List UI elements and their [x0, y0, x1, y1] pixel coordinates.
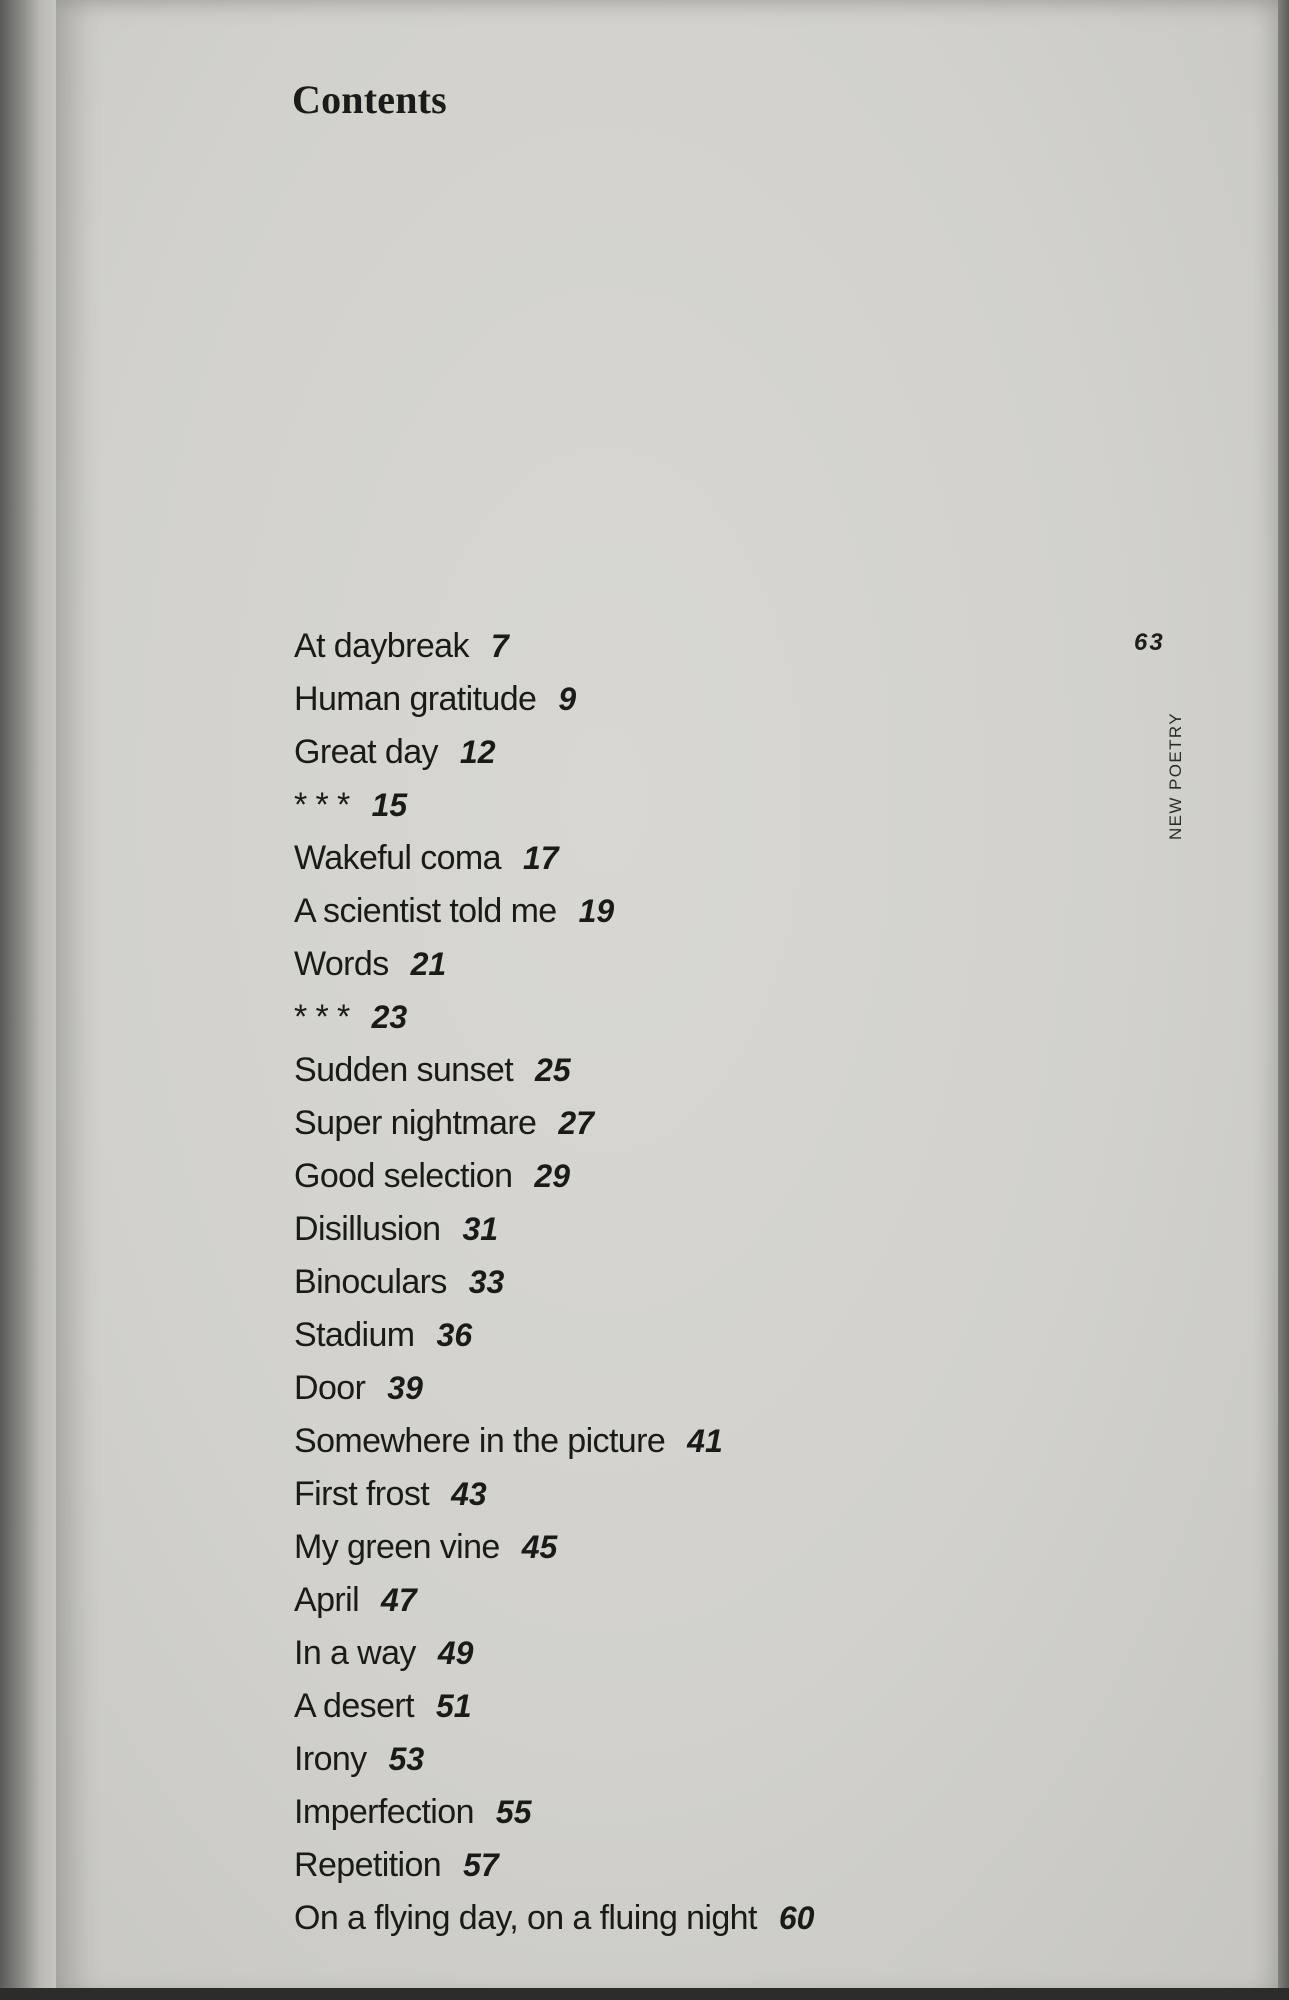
toc-entry-title: Disillusion [294, 1210, 441, 1248]
toc-entry-title: Sudden sunset [294, 1051, 514, 1089]
toc-entry [294, 1309, 814, 1362]
toc-entry [294, 1256, 814, 1309]
toc-entry [294, 1362, 814, 1415]
toc-entry-title: First frost [294, 1475, 430, 1513]
toc-entry [294, 1468, 814, 1521]
toc-entry [294, 885, 814, 938]
toc-entry-page: 57 [463, 1847, 499, 1883]
toc-entry-page: 7 [490, 628, 509, 664]
toc-entry-page: 25 [535, 1052, 571, 1088]
toc-entry [294, 1203, 814, 1256]
toc-entry [294, 1892, 814, 1945]
toc-entry [294, 1680, 814, 1733]
toc-entry-page: 17 [522, 840, 559, 876]
toc-entry-page: 55 [495, 1794, 532, 1830]
toc-entry-page: 9 [558, 681, 577, 717]
toc-entry-page: 27 [558, 1105, 594, 1141]
toc-entry-title: Imperfection [294, 1793, 474, 1831]
toc-entry-title: Wakeful coma [294, 839, 501, 877]
toc-entry-title: Good selection [294, 1157, 513, 1195]
toc-entry-title: * * * [294, 998, 350, 1036]
toc-entry-title: On a flying day, on a fluing night [294, 1899, 757, 1937]
toc-entry-page: 21 [410, 946, 447, 982]
toc-entry [294, 779, 814, 832]
toc-entry-page: 31 [462, 1211, 499, 1247]
toc-entry-page: 41 [687, 1423, 723, 1459]
toc-entry [294, 1521, 814, 1574]
toc-entry [294, 1839, 814, 1892]
toc-entry-page: 51 [435, 1688, 472, 1724]
toc-entry [294, 938, 814, 991]
toc-entry [294, 1733, 814, 1786]
toc-entry-page: 53 [388, 1741, 425, 1777]
toc-entry-title: Repetition [294, 1846, 442, 1884]
toc-entry-title: Super nightmare [294, 1104, 537, 1142]
toc-entry-title: My green vine [294, 1528, 500, 1566]
toc-entry-title: April [294, 1581, 360, 1619]
toc-entry [294, 1627, 814, 1680]
toc-entry-title: At daybreak [294, 627, 469, 665]
toc-entry [294, 1097, 814, 1150]
toc-entry [294, 673, 814, 726]
toc-entry-page: 15 [371, 787, 408, 823]
toc-entry [294, 832, 814, 885]
toc-entry-page: 39 [387, 1370, 423, 1406]
toc-entry-title: A scientist told me [294, 892, 557, 930]
page-number: 63 [1134, 629, 1165, 656]
toc-entry-page: 19 [578, 893, 615, 929]
toc-entry-page: 23 [371, 999, 408, 1035]
toc-entry [294, 1786, 814, 1839]
toc-entry-page: 49 [437, 1635, 474, 1671]
toc-entry-title: In a way [294, 1634, 416, 1672]
table-of-contents [294, 620, 814, 1945]
contents-heading: Contents [292, 77, 447, 122]
running-head: NEW POETRY [1166, 712, 1185, 840]
toc-entry [294, 1574, 814, 1627]
toc-entry-page: 36 [436, 1317, 473, 1353]
toc-entry-title: Words [294, 945, 389, 983]
toc-entry [294, 1415, 814, 1468]
toc-entry-title: Door [294, 1369, 366, 1407]
toc-entry-page: 12 [459, 734, 496, 770]
toc-entry-title: Stadium [294, 1316, 415, 1354]
toc-entry-title: A desert [294, 1687, 414, 1725]
toc-entry [294, 1150, 814, 1203]
toc-entry [294, 620, 814, 673]
toc-entry-title: Irony [294, 1740, 367, 1778]
toc-entry [294, 1044, 814, 1097]
toc-entry-page: 45 [521, 1529, 558, 1565]
toc-entry-title: Binoculars [294, 1263, 447, 1301]
toc-entry [294, 726, 814, 779]
toc-entry-title: Great day [294, 733, 438, 771]
toc-entry-page: 60 [778, 1900, 815, 1936]
toc-entry [294, 991, 814, 1044]
toc-entry-page: 33 [468, 1264, 505, 1300]
toc-entry-page: 43 [451, 1476, 487, 1512]
toc-entry-page: 29 [534, 1158, 571, 1194]
book-edge [0, 1988, 1289, 2000]
toc-entry-page: 47 [381, 1582, 417, 1618]
toc-entry-title: Somewhere in the picture [294, 1422, 666, 1460]
toc-entry-title: * * * [294, 786, 350, 824]
toc-entry-title: Human gratitude [294, 680, 537, 718]
